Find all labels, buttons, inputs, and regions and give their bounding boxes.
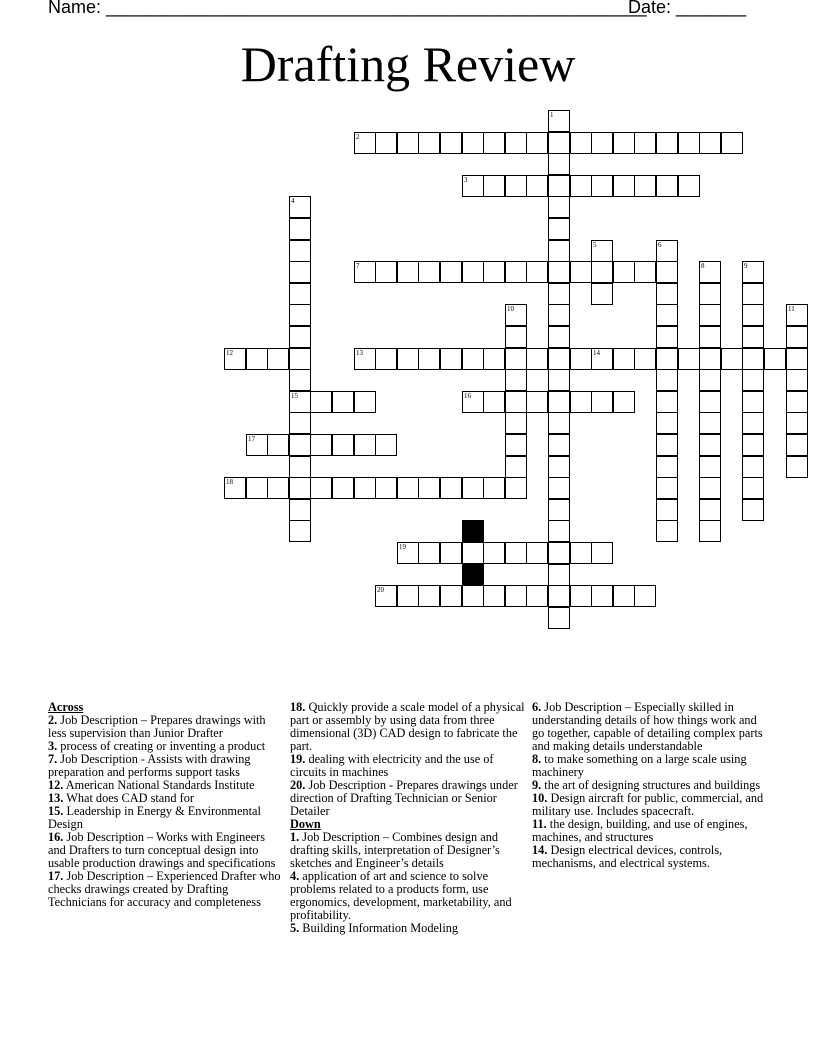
grid-cell[interactable] (289, 261, 311, 283)
grid-cell[interactable] (591, 175, 613, 197)
grid-cell[interactable] (634, 132, 656, 154)
grid-cell[interactable] (613, 348, 635, 370)
grid-cell[interactable] (526, 542, 548, 564)
grid-cell[interactable] (656, 477, 678, 499)
grid-cell[interactable] (289, 348, 311, 370)
grid-cell[interactable] (656, 456, 678, 478)
grid-cell[interactable] (505, 456, 527, 478)
grid-cell[interactable] (786, 456, 808, 478)
grid-cell[interactable] (289, 369, 311, 391)
grid-cell[interactable] (742, 369, 764, 391)
clue-down-11: 11. the design, building, and use of engines, machines, and structures (532, 817, 748, 844)
clue-number: 13 (356, 349, 363, 357)
grid-cell[interactable] (505, 132, 527, 154)
grid-cell[interactable] (548, 412, 570, 434)
grid-cell[interactable] (613, 261, 635, 283)
grid-cell[interactable] (289, 477, 311, 499)
grid-cell[interactable] (742, 412, 764, 434)
grid-cell[interactable] (418, 542, 440, 564)
grid-cell[interactable] (656, 132, 678, 154)
grid-cell[interactable] (548, 369, 570, 391)
clues-column-2 (290, 701, 526, 935)
clue-number: 12 (226, 349, 233, 357)
grid-cell[interactable] (246, 348, 268, 370)
grid-cell[interactable] (548, 542, 570, 564)
grid-cell[interactable] (634, 585, 656, 607)
grid-cell[interactable] (397, 261, 419, 283)
grid-cell[interactable] (548, 326, 570, 348)
clue-across-17: 17. Job Description – Experienced Drafter who checks drawings created by Drafting Technicians for accuracy and completeness (48, 869, 281, 909)
grid-cell[interactable] (375, 434, 397, 456)
grid-cell[interactable] (505, 434, 527, 456)
grid-cell[interactable] (591, 348, 613, 370)
grid-cell[interactable] (483, 261, 505, 283)
grid-cell[interactable] (440, 132, 462, 154)
grid-cell[interactable] (289, 412, 311, 434)
grid-cell[interactable] (224, 348, 246, 370)
clue-number: 15 (291, 392, 298, 400)
grid-cell[interactable] (699, 520, 721, 542)
grid-cell[interactable] (354, 261, 376, 283)
grid-cell[interactable] (699, 477, 721, 499)
grid-cell[interactable] (354, 348, 376, 370)
clue-down-14: 14. Design electrical devices, controls, mechanisms, and electrical systems. (532, 843, 723, 870)
clue-number: 14 (593, 349, 600, 357)
grid-cell[interactable] (505, 304, 527, 326)
grid-cell[interactable] (656, 304, 678, 326)
grid-cell[interactable] (656, 240, 678, 262)
grid-cell[interactable] (505, 585, 527, 607)
clue-number: 2 (356, 133, 360, 141)
clue-down-9: 9. the art of designing structures and buildings (532, 778, 761, 792)
grid-cell[interactable] (505, 369, 527, 391)
grid-cell[interactable] (699, 283, 721, 305)
clue-down-8: 8. to make something on a large scale using machinery (532, 752, 747, 779)
clues-column-3 (532, 701, 768, 870)
grid-cell[interactable] (526, 132, 548, 154)
grid-cell[interactable] (548, 132, 570, 154)
grid-cell[interactable] (440, 585, 462, 607)
grid-cell[interactable] (440, 542, 462, 564)
clue-down-1: 1. Job Description – Combines design and drafting skills, interpretation of Designer’s sketches and Engineer’s details (290, 830, 500, 870)
grid-cell[interactable] (397, 348, 419, 370)
grid-cell[interactable] (375, 261, 397, 283)
clue-number: 17 (248, 435, 255, 443)
grid-cell[interactable] (656, 391, 678, 413)
clue-number: 9 (744, 262, 748, 270)
grid-cell[interactable] (742, 391, 764, 413)
grid-cell[interactable] (548, 456, 570, 478)
grid-cell[interactable] (591, 132, 613, 154)
grid-cell[interactable] (699, 391, 721, 413)
grid-cell[interactable] (526, 585, 548, 607)
grid-cell[interactable] (375, 348, 397, 370)
grid-cell[interactable] (224, 477, 246, 499)
grid-cell[interactable] (332, 477, 354, 499)
grid-cell[interactable] (289, 520, 311, 542)
clue-number: 3 (464, 176, 468, 184)
grid-cell[interactable] (786, 434, 808, 456)
grid-cell[interactable] (354, 434, 376, 456)
clue-down-5: 5. Building Information Modeling (290, 921, 459, 935)
grid-cell[interactable] (462, 391, 484, 413)
grid-cell[interactable] (483, 132, 505, 154)
grid-cell[interactable] (310, 391, 332, 413)
grid-cell[interactable] (289, 283, 311, 305)
grid-cell[interactable] (656, 499, 678, 521)
grid-cell[interactable] (289, 391, 311, 413)
grid-cell[interactable] (310, 477, 332, 499)
grid-cell[interactable] (548, 391, 570, 413)
grid-cell[interactable] (656, 175, 678, 197)
clue-across-15: 15. Leadership in Energy & Environmental Design (48, 804, 261, 831)
grid-cell[interactable] (548, 304, 570, 326)
grid-cell[interactable] (418, 585, 440, 607)
grid-cell[interactable] (656, 369, 678, 391)
clue-across-2: 2. Job Description – Prepares drawings with less supervision than Junior Drafter (48, 713, 266, 740)
grid-cell[interactable] (656, 348, 678, 370)
clue-number: 7 (356, 262, 360, 270)
grid-cell[interactable] (462, 261, 484, 283)
grid-cell[interactable] (613, 132, 635, 154)
grid-cell[interactable] (289, 456, 311, 478)
grid-cell[interactable] (548, 196, 570, 218)
grid-cell[interactable] (505, 348, 527, 370)
grid-cell[interactable] (267, 434, 289, 456)
grid-cell[interactable] (462, 175, 484, 197)
grid-cell[interactable] (699, 132, 721, 154)
grid-cell[interactable] (483, 391, 505, 413)
clue-number: 18 (226, 478, 233, 486)
grid-cell[interactable] (570, 348, 592, 370)
grid-cell[interactable] (462, 585, 484, 607)
clue-across-20: 20. Job Description - Prepares drawings under direction of Drafting Technician or Senior Detailer (290, 778, 518, 818)
grid-cell[interactable] (699, 434, 721, 456)
grid-cell[interactable] (289, 326, 311, 348)
grid-cell[interactable] (526, 391, 548, 413)
grid-cell[interactable] (570, 175, 592, 197)
grid-cell[interactable] (397, 132, 419, 154)
clue-number: 16 (464, 392, 471, 400)
grid-cell[interactable] (375, 585, 397, 607)
grid-cell[interactable] (526, 261, 548, 283)
grid-cell[interactable] (656, 326, 678, 348)
grid-cell[interactable] (505, 542, 527, 564)
clue-number: 10 (507, 305, 514, 313)
grid-cell[interactable] (721, 348, 743, 370)
clue-across-7: 7. Job Description - Assists with drawing preparation and performs support tasks (48, 752, 251, 779)
grid-cell[interactable] (440, 261, 462, 283)
grid-cell[interactable] (548, 564, 570, 586)
grid-cell[interactable] (246, 477, 268, 499)
grid-cell[interactable] (440, 348, 462, 370)
grid-cell[interactable] (656, 434, 678, 456)
grid-cell[interactable] (354, 391, 376, 413)
clue-number: 11 (788, 305, 795, 313)
grid-cell[interactable] (591, 261, 613, 283)
clue-across-18: 18. Quickly provide a scale model of a physical part or assembly by using data from three dimensional (3D) CAD design to fabricate the part. (290, 700, 525, 753)
grid-cell[interactable] (483, 477, 505, 499)
grid-cell[interactable] (699, 348, 721, 370)
grid-cell[interactable] (634, 348, 656, 370)
grid-cell[interactable] (462, 348, 484, 370)
grid-cell[interactable] (548, 218, 570, 240)
grid-cell[interactable] (786, 369, 808, 391)
grid-cell[interactable] (591, 585, 613, 607)
grid-cell[interactable] (483, 585, 505, 607)
grid-cell[interactable] (397, 585, 419, 607)
name-field[interactable]: Name: ______________________________________________________ (48, 0, 647, 17)
grid-cell[interactable] (548, 153, 570, 175)
grid-cell[interactable] (354, 132, 376, 154)
down-heading: Down (290, 817, 321, 831)
grid-cell[interactable] (548, 175, 570, 197)
black-square (462, 564, 484, 586)
grid-cell[interactable] (440, 477, 462, 499)
clue-across-16: 16. Job Description – Works with Engineers and Drafters to turn conceptual design into usable production drawings and specifications (48, 830, 276, 870)
grid-cell[interactable] (397, 542, 419, 564)
grid-cell[interactable] (742, 326, 764, 348)
grid-cell[interactable] (570, 391, 592, 413)
grid-cell[interactable] (742, 434, 764, 456)
grid-cell[interactable] (332, 434, 354, 456)
grid-cell[interactable] (289, 434, 311, 456)
grid-cell[interactable] (591, 542, 613, 564)
clue-down-4: 4. application of art and science to solve problems related to a products form, use ergonomics, development, marketability, and profitability. (290, 869, 512, 922)
grid-cell[interactable] (764, 348, 786, 370)
clue-number: 19 (399, 543, 406, 551)
grid-cell[interactable] (548, 520, 570, 542)
clue-number: 6 (658, 241, 662, 249)
grid-cell[interactable] (613, 585, 635, 607)
grid-cell[interactable] (656, 283, 678, 305)
grid-cell[interactable] (483, 542, 505, 564)
grid-cell[interactable] (634, 175, 656, 197)
grid-cell[interactable] (786, 326, 808, 348)
clue-down-6: 6. Job Description – Especially skilled in understanding details of how things work and go together, capable of detailing complex parts and making details understandable (532, 700, 763, 753)
grid-cell[interactable] (418, 477, 440, 499)
grid-cell[interactable] (570, 542, 592, 564)
clue-across-3: 3. process of creating or inventing a product (48, 739, 266, 753)
grid-cell[interactable] (591, 391, 613, 413)
grid-cell[interactable] (462, 132, 484, 154)
grid-cell[interactable] (418, 132, 440, 154)
grid-cell[interactable] (332, 391, 354, 413)
grid-cell[interactable] (699, 369, 721, 391)
grid-cell[interactable] (678, 348, 700, 370)
grid-cell[interactable] (548, 110, 570, 132)
grid-cell[interactable] (418, 261, 440, 283)
grid-cell[interactable] (678, 175, 700, 197)
grid-cell[interactable] (786, 304, 808, 326)
grid-cell[interactable] (699, 499, 721, 521)
grid-cell[interactable] (267, 348, 289, 370)
grid-cell[interactable] (526, 348, 548, 370)
grid-cell[interactable] (505, 477, 527, 499)
grid-cell[interactable] (246, 434, 268, 456)
clue-number: 5 (593, 241, 597, 249)
grid-cell[interactable] (548, 434, 570, 456)
grid-cell[interactable] (375, 477, 397, 499)
grid-cell[interactable] (699, 261, 721, 283)
grid-cell[interactable] (462, 477, 484, 499)
grid-cell[interactable] (613, 391, 635, 413)
grid-cell[interactable] (656, 520, 678, 542)
grid-cell[interactable] (397, 477, 419, 499)
grid-cell[interactable] (526, 175, 548, 197)
grid-cell[interactable] (548, 240, 570, 262)
clue-across-13: 13. What does CAD stand for (48, 791, 194, 805)
black-square (462, 520, 484, 542)
grid-cell[interactable] (289, 499, 311, 521)
grid-cell[interactable] (548, 499, 570, 521)
clue-number: 4 (291, 197, 295, 205)
grid-cell[interactable] (483, 348, 505, 370)
clue-across-12: 12. American National Standards Institute (48, 778, 255, 792)
grid-cell[interactable] (505, 175, 527, 197)
clue-number: 8 (701, 262, 705, 270)
clues-column-1 (48, 701, 284, 909)
grid-cell[interactable] (310, 434, 332, 456)
grid-cell[interactable] (570, 261, 592, 283)
grid-cell[interactable] (570, 585, 592, 607)
grid-cell[interactable] (742, 456, 764, 478)
grid-cell[interactable] (548, 261, 570, 283)
grid-cell[interactable] (289, 218, 311, 240)
grid-cell[interactable] (699, 326, 721, 348)
grid-cell[interactable] (548, 348, 570, 370)
grid-cell[interactable] (786, 348, 808, 370)
grid-cell[interactable] (462, 542, 484, 564)
page-title: Drafting Review (240, 36, 576, 92)
clue-down-10: 10. Design aircraft for public, commercial, and military use. Includes spacecraft. (532, 791, 764, 818)
grid-cell[interactable] (505, 391, 527, 413)
grid-cell[interactable] (548, 607, 570, 629)
grid-cell[interactable] (699, 412, 721, 434)
grid-cell[interactable] (742, 477, 764, 499)
grid-cell[interactable] (699, 304, 721, 326)
grid-cell[interactable] (418, 348, 440, 370)
grid-cell[interactable] (289, 240, 311, 262)
grid-cell[interactable] (289, 196, 311, 218)
grid-cell[interactable] (721, 132, 743, 154)
date-field[interactable]: Date: _______ (628, 0, 747, 17)
grid-cell[interactable] (742, 348, 764, 370)
grid-cell[interactable] (591, 240, 613, 262)
grid-cell[interactable] (289, 304, 311, 326)
grid-cell[interactable] (375, 132, 397, 154)
grid-cell[interactable] (354, 477, 376, 499)
clue-number: 1 (550, 111, 554, 119)
grid-cell[interactable] (548, 477, 570, 499)
grid-cell[interactable] (570, 132, 592, 154)
across-heading: Across (48, 700, 84, 714)
grid-cell[interactable] (613, 175, 635, 197)
grid-cell[interactable] (505, 326, 527, 348)
grid-cell[interactable] (548, 585, 570, 607)
grid-cell[interactable] (742, 499, 764, 521)
grid-cell[interactable] (591, 283, 613, 305)
grid-cell[interactable] (656, 261, 678, 283)
grid-cell[interactable] (742, 283, 764, 305)
grid-cell[interactable] (656, 412, 678, 434)
grid-cell[interactable] (634, 261, 656, 283)
grid-cell[interactable] (267, 477, 289, 499)
grid-cell[interactable] (548, 283, 570, 305)
grid-cell[interactable] (699, 456, 721, 478)
grid-cell[interactable] (483, 175, 505, 197)
clue-number: 20 (377, 586, 384, 594)
grid-cell[interactable] (505, 261, 527, 283)
grid-cell[interactable] (742, 304, 764, 326)
clue-across-19: 19. dealing with electricity and the use of circuits in machines (290, 752, 494, 779)
grid-cell[interactable] (505, 412, 527, 434)
grid-cell[interactable] (786, 391, 808, 413)
grid-cell[interactable] (742, 261, 764, 283)
grid-cell[interactable] (786, 412, 808, 434)
grid-cell[interactable] (678, 132, 700, 154)
